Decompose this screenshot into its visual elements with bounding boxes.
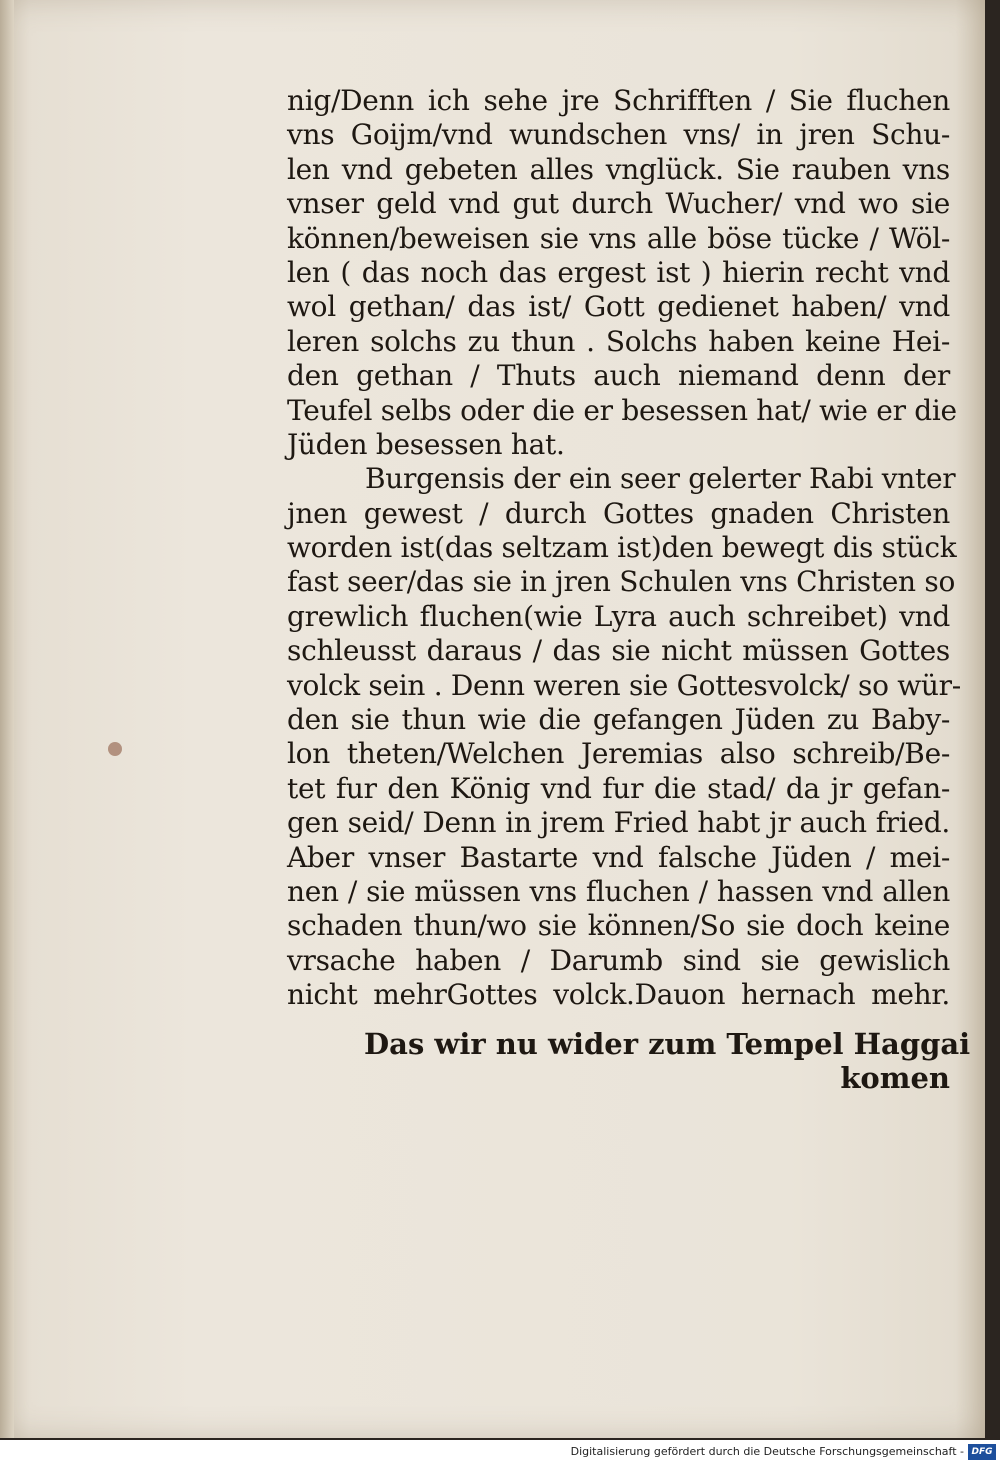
heading-line: Das wir nu wider zum Tempel Haggai (364, 1027, 971, 1061)
text-line: grewlich fluchen(wie Lyra auch schreibet) vnd (287, 599, 950, 633)
text-line: tet fur den König vnd fur die stad/ da jr gefan- (287, 771, 950, 805)
text-line: len vnd gebeten alles vnglück. Sie rauben vns (287, 152, 950, 186)
text-line: schaden thun/wo sie können/So sie doch keine (287, 909, 950, 943)
paragraph-first-line: Burgensis der ein seer gelerter Rabi vnter (365, 462, 956, 496)
page-gutter-edge (0, 0, 14, 1438)
catchword: komen (840, 1061, 950, 1095)
text-line: vrsache haben / Darumb sind sie gewislich (287, 943, 950, 977)
text-line: Jüden besessen hat. (287, 427, 565, 461)
text-line: nig/Denn ich sehe jre Schrifften / Sie fluchen (287, 84, 950, 117)
text-line: Aber vnser Bastarte vnd falsche Jüden / mei- (287, 840, 950, 874)
dfg-logo-icon: DFG (968, 1444, 996, 1460)
funding-credit: Digitalisierung gefördert durch die Deutsche Forschungsgemeinschaft - (570, 1445, 964, 1458)
text-line: gen seid/ Denn in jrem Fried habt jr auch fried. (287, 806, 950, 840)
text-line: den sie thun wie die gefangen Jüden zu Baby- (287, 703, 950, 737)
section-heading (364, 1027, 971, 1095)
text-line: len ( das noch das ergest ist ) hierin recht vnd (287, 255, 950, 289)
text-line: vns Goijm/vnd wundschen vns/ in jren Schu- (287, 118, 950, 152)
text-line: nicht mehrGottes volck.Dauon hernach mehr. (287, 978, 950, 1012)
ink-stain (108, 742, 122, 756)
text-line: jnen gewest / durch Gottes gnaden Christen (287, 496, 950, 530)
text-line: worden ist(das seltzam ist)den bewegt dis stück (287, 531, 957, 565)
footer-bar (0, 1442, 1000, 1464)
text-line: Teufel selbs oder die er besessen hat/ wie er die (287, 393, 957, 427)
text-line: können/beweisen sie vns alle böse tücke / Wöl- (287, 221, 950, 255)
body-text (287, 84, 961, 1013)
text-line: leren solchs zu thun . Solchs haben keine Hei- (287, 324, 950, 358)
text-line: lon theten/Welchen Jeremias also schreib/Be- (287, 737, 950, 771)
text-line: volck sein . Denn weren sie Gottesvolck/ so wür- (287, 668, 961, 702)
text-line: fast seer/das sie in jren Schulen vns Christen so (287, 565, 956, 599)
text-line: wol gethan/ das ist/ Gott gedienet haben/ vnd (287, 290, 950, 324)
text-line: nen / sie müssen vns fluchen / hassen vnd allen (287, 874, 950, 908)
text-line: vnser geld vnd gut durch Wucher/ vnd wo sie (287, 187, 950, 221)
text-line: schleusst daraus / das sie nicht müssen Gottes (287, 634, 950, 668)
text-line: den gethan / Thuts auch niemand denn der (287, 359, 950, 393)
